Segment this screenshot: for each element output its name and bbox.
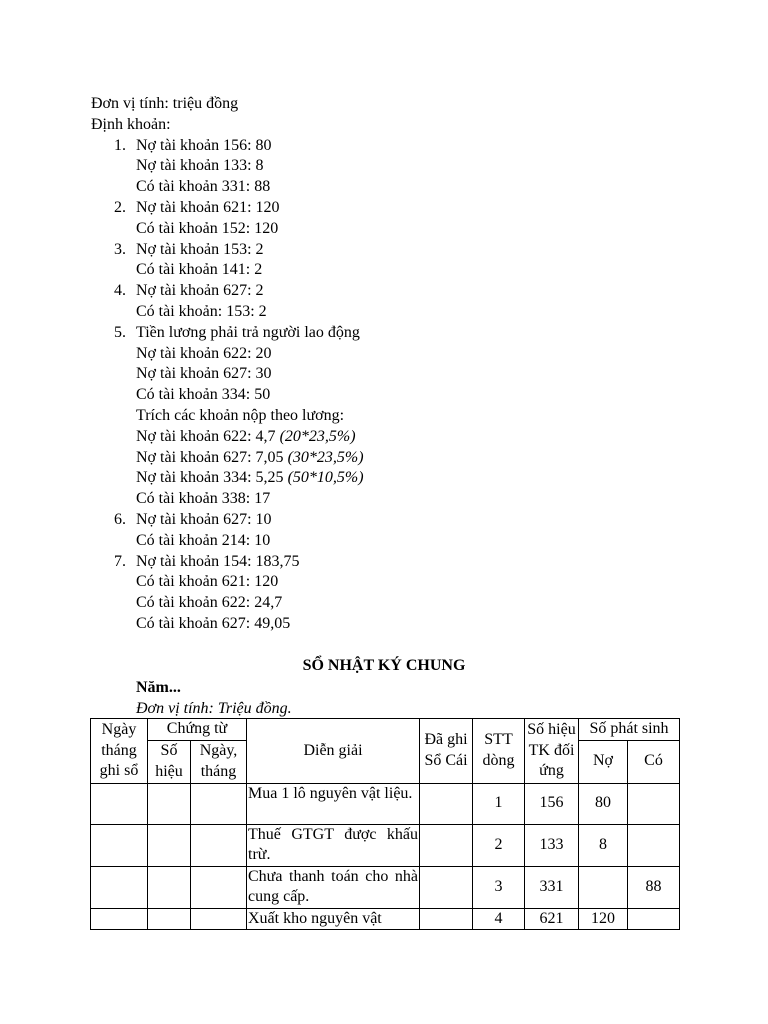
entry-line <box>91 406 691 427</box>
cell-line: 3 <box>473 866 525 908</box>
cell-voucher-no <box>148 783 191 824</box>
cell-posted <box>420 866 473 908</box>
cell-voucher-date <box>191 824 247 866</box>
entry-text: Có tài khoản 141: 2 <box>136 261 263 279</box>
entry-text: Nợ tài khoản 154: 183,75 <box>136 552 300 570</box>
entry-line <box>91 364 691 385</box>
entry-line <box>91 572 691 593</box>
entry-line <box>91 468 691 489</box>
entry-line <box>91 489 691 510</box>
entry-text: Tiền lương phải trả người lao động <box>136 323 360 341</box>
entry-line <box>91 448 691 469</box>
entry-line <box>91 614 691 635</box>
entry-text: Có tài khoản 627: 49,05 <box>136 614 291 632</box>
entry-text: Có tài khoản: 153: 2 <box>136 302 267 320</box>
entry-note: (50*10,5%) <box>287 469 364 487</box>
entry-line <box>91 344 691 365</box>
cell-line: 1 <box>473 783 525 824</box>
entries-list <box>91 136 691 635</box>
header-posted: Đã ghi Sổ Cái <box>420 719 473 784</box>
journal-table <box>90 718 680 930</box>
table-row <box>91 824 680 866</box>
entry-text: Có tài khoản 214: 10 <box>136 531 271 549</box>
cell-credit <box>628 824 680 866</box>
cell-account: 156 <box>525 783 579 824</box>
entry-number: 6. <box>114 510 126 528</box>
header-voucher: Chứng từ <box>148 719 247 741</box>
cell-account: 621 <box>525 908 579 930</box>
journal-body <box>91 783 680 930</box>
cell-posted <box>420 908 473 930</box>
entry-text: Có tài khoản 152: 120 <box>136 219 279 237</box>
entry-number: 7. <box>114 552 126 570</box>
document-body <box>91 94 691 635</box>
entry-line <box>91 281 691 302</box>
entry-text: Nợ tài khoản 133: 8 <box>136 157 264 175</box>
cell-line: 2 <box>473 824 525 866</box>
entry-number: 3. <box>114 240 126 258</box>
entry-line <box>91 198 691 219</box>
entry-text: Nợ tài khoản 621: 120 <box>136 198 280 216</box>
entry-text: Nợ tài khoản 334: 5,25 <box>136 469 288 487</box>
entry-text: Có tài khoản 331: 88 <box>136 178 271 196</box>
cell-debit: 120 <box>579 908 628 930</box>
table-header-row <box>91 719 680 741</box>
entry-line <box>91 177 691 198</box>
header-debit: Nợ <box>579 740 628 783</box>
entry-line <box>91 302 691 323</box>
cell-account: 133 <box>525 824 579 866</box>
entry-text: Có tài khoản 622: 24,7 <box>136 594 283 612</box>
table-row <box>91 783 680 824</box>
entry-number: 5. <box>114 323 126 341</box>
cell-voucher-date <box>191 783 247 824</box>
cell-date <box>91 866 148 908</box>
header-credit: Có <box>628 740 680 783</box>
journal-unit: Đơn vị tính: Triệu đồng. <box>136 700 292 717</box>
entry-line <box>91 219 691 240</box>
entry-line <box>91 427 691 448</box>
entry-line <box>91 593 691 614</box>
entry-line <box>91 510 691 531</box>
cell-voucher-date <box>191 866 247 908</box>
entry-line <box>91 385 691 406</box>
header-voucher-date: Ngày, tháng <box>191 740 247 783</box>
entry-text: Nợ tài khoản 156: 80 <box>136 136 272 154</box>
header-account: Số hiệu TK đối ứng <box>525 719 579 784</box>
cell-voucher-date <box>191 908 247 930</box>
entry-text: Nợ tài khoản 627: 30 <box>136 365 272 383</box>
cell-account: 331 <box>525 866 579 908</box>
entry-text: Nợ tài khoản 622: 4,7 <box>136 427 280 445</box>
entry-text: Có tài khoản 334: 50 <box>136 386 271 404</box>
entry-line <box>91 323 691 344</box>
cell-description: Chưa thanh toán cho nhà cung cấp. <box>247 866 420 908</box>
entry-text: Nợ tài khoản 627: 7,05 <box>136 448 288 466</box>
entry-text: Nợ tài khoản 627: 10 <box>136 510 272 528</box>
entry-line <box>91 156 691 177</box>
cell-voucher-no <box>148 824 191 866</box>
header-amount: Số phát sinh <box>579 719 680 741</box>
cell-date <box>91 783 148 824</box>
entry-line <box>91 552 691 573</box>
entry-number: 2. <box>114 198 126 216</box>
entry-text: Nợ tài khoản 153: 2 <box>136 240 264 258</box>
cell-voucher-no <box>148 866 191 908</box>
cell-debit: 80 <box>579 783 628 824</box>
cell-date <box>91 824 148 866</box>
entry-note: (20*23,5%) <box>279 427 356 445</box>
cell-credit: 88 <box>628 866 680 908</box>
entry-line <box>91 240 691 261</box>
unit-note: Đơn vị tính: triệu đồng <box>91 95 239 112</box>
entries-title: Định khoản: <box>91 115 171 133</box>
cell-posted <box>420 824 473 866</box>
entry-note: (30*23,5%) <box>287 448 364 466</box>
cell-voucher-no <box>148 908 191 930</box>
journal-year: Năm... <box>136 679 181 696</box>
entry-number: 4. <box>114 282 126 300</box>
cell-line: 4 <box>473 908 525 930</box>
cell-date <box>91 908 148 930</box>
cell-credit <box>628 908 680 930</box>
table-row <box>91 866 680 908</box>
table-row <box>91 908 680 930</box>
entry-text: Nợ tài khoản 627: 2 <box>136 282 264 300</box>
entry-text: Nợ tài khoản 622: 20 <box>136 344 272 362</box>
entry-line <box>91 136 691 157</box>
cell-description: Thuế GTGT được khấu trừ. <box>247 824 420 866</box>
cell-posted <box>420 783 473 824</box>
entry-text: Có tài khoản 338: 17 <box>136 490 271 508</box>
entry-text: Trích các khoản nộp theo lương: <box>136 406 345 424</box>
journal-title: SỔ NHẬT KÝ CHUNG <box>302 657 466 674</box>
entry-line <box>91 260 691 281</box>
cell-description: Xuất kho nguyên vật <box>247 908 420 930</box>
cell-description: Mua 1 lô nguyên vật liệu. <box>247 783 420 824</box>
header-line-no: STT dòng <box>473 719 525 784</box>
entry-line <box>91 531 691 552</box>
header-description: Diễn giải <box>247 719 420 784</box>
header-voucher-number: Số hiệu <box>148 740 191 783</box>
cell-debit: 8 <box>579 824 628 866</box>
header-date-recorded: Ngày tháng ghi sổ <box>91 719 148 784</box>
cell-debit <box>579 866 628 908</box>
entry-number: 1. <box>114 136 126 154</box>
cell-credit <box>628 783 680 824</box>
entry-text: Có tài khoản 621: 120 <box>136 573 279 591</box>
